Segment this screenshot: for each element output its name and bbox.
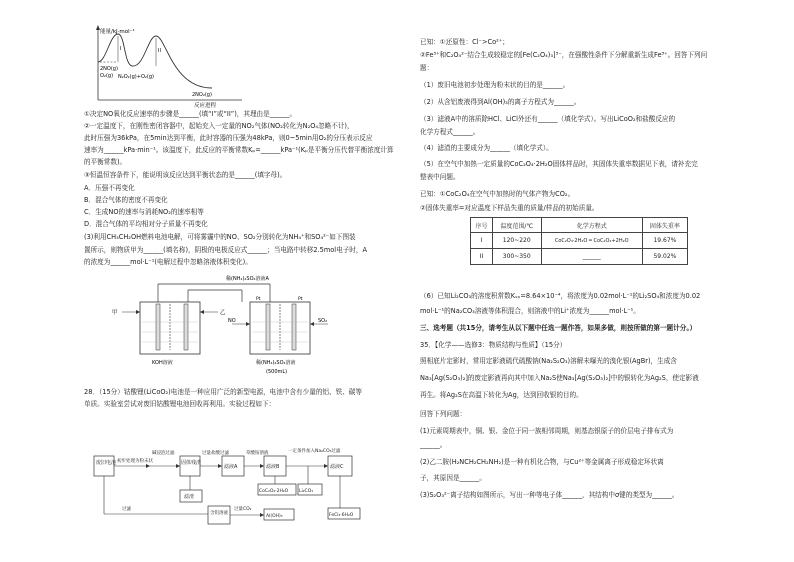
co2-label: 过量CO₂: [234, 507, 252, 512]
box-filtrate-a: 滤液A: [224, 464, 238, 470]
table-cell: 300~350: [492, 249, 541, 265]
r-line-4: （1）废旧电池初步处理为粉末状的目的是______。: [420, 81, 570, 89]
table-row: [471, 233, 688, 249]
q-line-6: ③恒温恒容条件下，能说明该反应达到平衡状态的是______(填字母)。: [84, 171, 287, 179]
energy-label-I: I: [120, 46, 122, 52]
no-label: NO: [228, 318, 236, 324]
table-cell: I: [471, 233, 493, 249]
r-line-1: 已知：①还原性：Cl⁻>Co²⁺；: [420, 38, 509, 46]
r-line-12: ②固体失重率=对应温度下样品失重的质量/样品的初始质量。: [420, 204, 599, 212]
box-product-2: Li₂CO₃: [299, 489, 314, 494]
energy-diagram: [92, 22, 292, 109]
box-filtrate-b: 滤液B: [266, 464, 280, 470]
q28-line-1: 28．（15分）钴酸锂(LiCoO₂)电池是一种应用广泛的新型电源，电池中含有少量的铝、铁、碳等: [84, 388, 362, 396]
table-cell: ______: [541, 249, 642, 265]
r-after-6: Na₃[Ag(S₂O₃)₂]的废定影液再向其中加入Na₂S使Na₃[Ag(S₂O₃)₂]中的银转化为Ag₂S，使定影液: [420, 374, 699, 382]
table-header: 序号: [471, 218, 493, 233]
table-header: 温度范围/℃: [492, 218, 541, 233]
r-after-10: ______。: [420, 441, 447, 449]
table-cell: 120~220: [492, 233, 541, 249]
option-b: B．混合气体的密度不再变化: [84, 196, 168, 204]
substance-yi: 乙: [220, 310, 226, 316]
r-after-12: 子，其原因是______。: [420, 474, 486, 482]
table-cell: 59.02%: [642, 249, 687, 265]
dilute-solution-label: 稀(NH₄)₂SO₄溶液: [256, 360, 296, 366]
volume-label: (500mL): [266, 369, 288, 375]
r-line-3: 题：: [420, 64, 434, 72]
step-3: 过量盐酸过滤: [202, 451, 229, 456]
r-after-1: （6）已知Li₂CO₃的溶度积常数Kₛₚ=8.64×10⁻⁴，将浓度为0.02mol·L⁻¹的Li₂SO₄和浓度为0.02: [420, 292, 701, 300]
process-flowchart: [92, 412, 392, 530]
weight-loss-table: [470, 217, 688, 265]
step-4: 草酸铵溶液: [246, 451, 269, 456]
energy-label-n2o2: N₂O₂(g)+O₂(g): [118, 74, 154, 80]
koh-label: KOH溶液: [152, 360, 173, 366]
q-line-13: 的浓度为______mol·L⁻¹(电解过程中忽略溶液体积变化)。: [84, 258, 252, 266]
box-residue: 固体残渣: [181, 460, 202, 466]
energy-label-2no: 2NO(g): [100, 66, 118, 72]
energy-y-label: 能量/kJ·mol⁻¹: [100, 29, 135, 35]
r-after-9: (1)元素周期表中，铜、银、金位于同一族相邻周期，则基态银原子的价层电子排布式为: [420, 427, 674, 435]
table-row: [471, 249, 688, 265]
option-a: A．压强不再变化: [84, 184, 135, 192]
table-header-row: [471, 218, 688, 233]
box-filtrate-c: 滤液C: [330, 464, 344, 470]
r-after-5: 照相底片定影时，常用定影液硫代硫酸钠(Na₂S₂O₃)溶解未曝光的溴化银(AgBr)，生成含: [420, 357, 677, 365]
box-product-1: CoC₂O₄·2H₂O: [259, 489, 289, 494]
r-line-9: （5）在空气中加热一定质量的CoC₂O₄·2H₂O固体样品时，其固体失重率数据见下表，请补充完: [420, 160, 698, 168]
q-line-5: 的平衡常数)。: [84, 158, 127, 166]
r-line-6: （3）滤液A中的溶质除HCl、LiCl外还有______（填化学式）。写出LiCoO₂和盐酸反应的: [420, 115, 676, 123]
table-cell: II: [471, 249, 493, 265]
box-product-3: Al(OH)₃: [266, 514, 283, 519]
energy-label-2no2: 2NO₂(g): [192, 92, 212, 98]
box-al-solution: 含铝溶液: [210, 511, 228, 516]
step-1: 初步处理为粉末状: [117, 459, 153, 464]
option-d: D．混合气体的平均相对分子质量不再变化: [84, 220, 208, 228]
r-line-5: （2）从含铝废液得到Al(OH)₃的离子方程式为______。: [420, 98, 581, 106]
solution-a-label: 稀(NH₄)₂SO₄溶液A: [226, 276, 269, 282]
q-line-12: 置所示，则物质甲为______(填名称)，阴极的电极反应式______；当电路中转移2.5mol电子时，A: [84, 246, 367, 254]
r-line-10: 整表中问题。: [420, 173, 460, 181]
energy-label-o2: O₂(g): [100, 73, 114, 79]
r-line-8: （4）滤渣的主要成分为______（填化学式）。: [420, 144, 553, 152]
pt-right: Pt: [298, 297, 303, 302]
substance-jia: 甲: [112, 310, 118, 316]
filter-label: 过滤: [122, 507, 131, 512]
table-cell: CoC₂O₄·2H₂O ═ CoC₂O₄+2H₂O: [541, 233, 642, 249]
r-after-2: mol·L⁻¹的Na₂CO₃溶液等体积混合，则溶液中的Li⁺浓度为______mol·L⁻¹。: [420, 307, 640, 315]
q-line-2: ②一定温度下，在刚性密闭容器中，起始充入一定量的NO₂气体(NO₂转化为N₂O₄忽略不计)，: [84, 122, 354, 130]
table-header: 固体失重率: [642, 218, 687, 233]
q-line-11: (3)利用CH₃CH₂OH燃料电池电解，可将雾霾中的NO、SO₂分别转化为NH₄⁺和SO₄²⁻如下图装: [84, 233, 356, 241]
q-line-4: 速率为______kPa·min⁻¹。该温度下，此反应的平衡常数Kₚ=______kPa⁻¹(Kₚ是平衡分压代替平衡浓度计算: [84, 146, 394, 154]
q-line-1: ①决定NO氧化反应速率的步骤是______(填“I”或“II”)，其理由是______。: [84, 110, 297, 118]
r-after-13: (3)S₂O₃²⁻离子结构如图所示，写出一种等电子体______，其结构中σ键的类型为______。: [420, 491, 679, 499]
pt-left: Pt: [256, 297, 261, 302]
table-cell: 19.67%: [642, 233, 687, 249]
so2-label: SO₂: [318, 318, 328, 324]
table-header: 化学方程式: [541, 218, 642, 233]
box-precip: 滤渣: [184, 494, 195, 500]
r-line-11: 已知：①CoC₂O₄在空气中加热时的气体产物为CO₂。: [420, 190, 575, 198]
option-c: C．生成NO的速率与消耗NO₂的速率相等: [84, 208, 204, 216]
q35-heading: 35．【化学——选修3：物质结构与性质】（15分）: [420, 341, 567, 349]
r-after-7: 再生。将Ag₂S在高温下转化为Ag，达到回收银的目的。: [420, 391, 583, 399]
r-after-11: (2)乙二胺(H₂NCH₂CH₂NH₂)是一种有机化合物，与Cu²⁺等金属离子形成稳定环状离: [420, 458, 664, 466]
energy-label-II: II: [158, 48, 161, 54]
r-line-7: 化学方程式______。: [420, 128, 480, 136]
box-scrap: 废旧电池: [96, 460, 117, 466]
q-line-3: 此时压强为36kPa，在5min达到平衡，此时容器的压强为48kPa，则0~5min用O₂的分压表示反应: [84, 134, 373, 142]
box-product-4: FeCl₃·6H₂O: [329, 513, 354, 518]
step-2: 碱浸泡过滤: [152, 451, 175, 456]
r-line-2: ②Fe³⁺和C₂O₄²⁻结合生成较稳定的[Fe(C₂O₄)₃]³⁻，在强酸性条件下分解重新生成Fe³⁺。回答下列问: [420, 51, 708, 59]
step-5: 一定条件加入Na₂CO₃过滤: [288, 449, 341, 454]
r-after-8: 回答下列问题：: [420, 410, 467, 418]
electrolysis-diagram: [100, 272, 350, 382]
q28-line-2: 单质。实验室尝试对废旧钴酸锂电池回收再利用。实验过程如下：: [84, 400, 276, 408]
energy-x-label: 反应进程: [194, 103, 217, 109]
section-three-heading: 三、选考题（共15分，请考生从以下题中任选一题作答，如果多做，则按所做的第一题计分。）: [420, 324, 697, 332]
